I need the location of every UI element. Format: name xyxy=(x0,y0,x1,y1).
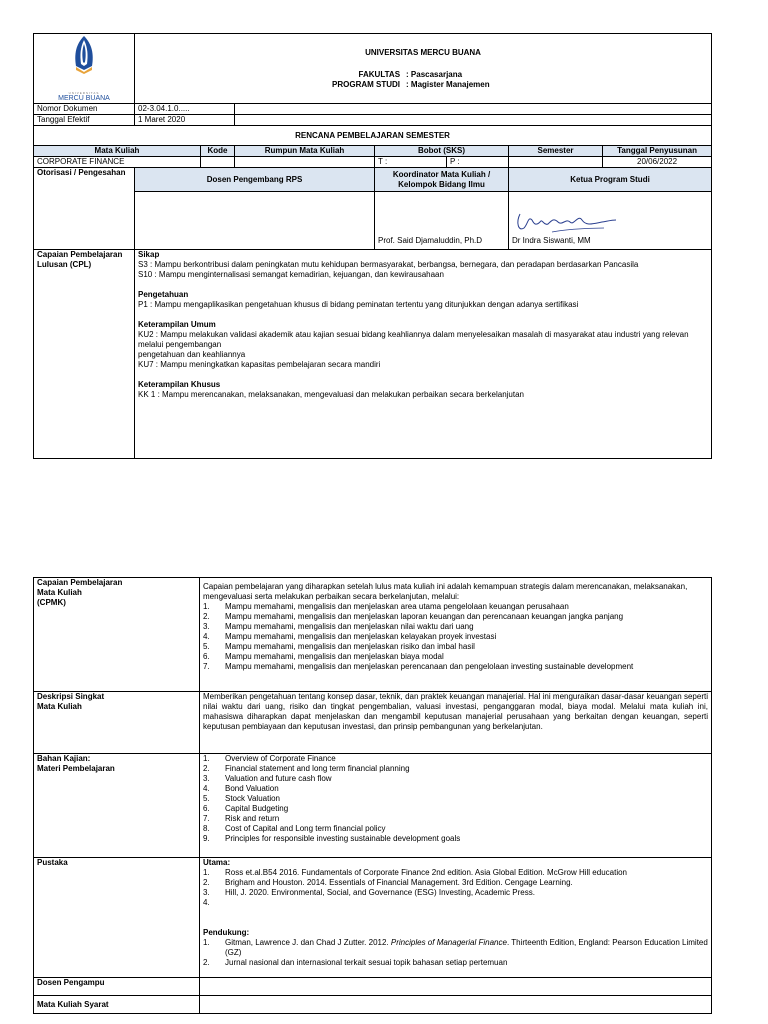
list-item xyxy=(203,868,708,878)
col-head: Ketua Program Studi xyxy=(509,168,712,192)
cpmk-list xyxy=(203,602,708,672)
list-item xyxy=(203,602,708,612)
list-item xyxy=(203,622,708,632)
list-text: Capital Budgeting xyxy=(225,804,289,813)
bahan-content xyxy=(200,754,712,858)
list-number: 7. xyxy=(203,662,210,671)
cpl-ku7: KU7 : Mampu meningkatkan kapasitas pembelajaran secara mandiri xyxy=(138,360,381,369)
col-code: Kode xyxy=(201,146,235,157)
deskripsi-label xyxy=(34,692,200,754)
col-group: Rumpun Mata Kuliah xyxy=(235,146,375,157)
list-number: 8. xyxy=(203,824,210,833)
list-item xyxy=(203,814,708,824)
bahan-list xyxy=(203,754,708,844)
list-item xyxy=(203,878,708,888)
faculty-value: : Pascasarjana xyxy=(406,69,463,79)
list-number: 4. xyxy=(203,632,210,641)
pendukung-1-title: Principles of Managerial Finance xyxy=(390,938,507,947)
list-number: 5. xyxy=(203,794,210,803)
cpl-label: Capaian Pembelajaran Lulusan (CPL) xyxy=(34,250,135,459)
col-semester: Semester xyxy=(509,146,603,157)
pendukung-1-author: Gitman, Lawrence J. dan Chad J Zutter. 2012. xyxy=(225,938,389,947)
list-text: Mampu memahami, mengalisis dan menjelaskan laporan keuangan dan perencanaan keuangan jangka panjang xyxy=(225,612,624,621)
list-text: Mampu memahami, mengalisis dan menjelaskan risiko dan imbal hasil xyxy=(225,642,475,651)
utama-title: Utama: xyxy=(203,858,231,867)
col-weight: Bobot (SKS) xyxy=(375,146,509,157)
cpl-ku2: KU2 : Mampu melakukan validasi akademik atau kajian sesuai bidang keahliannya dalam menyelesaikan masalah di masyarakat atau industri yang relevan melalui pengembangan xyxy=(138,330,689,349)
cpmk-label-2: Mata Kuliah xyxy=(37,588,82,597)
list-number: 5. xyxy=(203,642,210,651)
cpl-kk1: KK 1 : Mampu merencanakan, melaksanakan, mengevaluasi dan melakukan perbaikan secara berkelanjutan xyxy=(138,390,525,399)
cpmk-content xyxy=(200,578,712,692)
list-item xyxy=(203,642,708,652)
pustaka-content xyxy=(200,858,712,978)
deskripsi-text: Memberikan pengetahuan tentang konsep dasar, teknik, dan praktek keuangan manajerial. Hal ini menguraikan dasar-dasar keuangan seperti nilai waktu dari uang, risiko dan tingkat pengembalian, valuasi investasi, penganggaran modal, biaya modal. Melalui mata kuliah ini, mahasiswa diharapkan dapat menjelaskan dan mengambil keputusan manajerial perusahaan yang berkaitan dengan keuangan, seperti keputusan pembiayaan dan keputusan investasi, dan prinsip pembangunan yang berkelanjutan. xyxy=(200,692,712,754)
list-item: 2. Jurnal nasional dan internasional terkait sesuai topik bahasan setiap pertemuan xyxy=(203,958,708,968)
cpmk-label xyxy=(34,578,200,692)
authorization-label: Otorisasi / Pengesahan xyxy=(34,168,135,250)
cpl-content xyxy=(135,250,712,459)
pendukung-title: Pendukung: xyxy=(203,928,250,937)
list-text: Mampu memahami, mengalisis dan menjelaskan biaya modal xyxy=(225,652,444,661)
list-number: 2. xyxy=(203,764,210,773)
list-item xyxy=(203,898,708,908)
list-number: 6. xyxy=(203,652,210,661)
list-number: 1. xyxy=(203,602,210,611)
cpl-s3: S3 : Mampu berkontribusi dalam peningkatan mutu kehidupan bermasyarakat, berbangsa, bernegara, dan peradapan berdasarkan Pancasila xyxy=(138,260,639,269)
list-text: Cost of Capital and Long term financial policy xyxy=(225,824,386,833)
bahan-label-1: Bahan Kajian: xyxy=(37,754,91,763)
pendukung-2: Jurnal nasional dan internasional terkait sesuai topik bahasan setiap pertemuan xyxy=(225,958,508,967)
head-signature-cell xyxy=(509,192,712,250)
mercu-buana-logo-icon xyxy=(54,34,114,88)
list-item xyxy=(203,612,708,622)
list-item xyxy=(203,764,708,774)
cpl-s10: S10 : Mampu menginternalisasi semangat kemadirian, kejuangan, dan kewirausahaan xyxy=(138,270,444,279)
list-text: Stock Valuation xyxy=(225,794,280,803)
list-number: 1. xyxy=(203,868,210,877)
list-item xyxy=(203,834,708,844)
cpmk-label-1: Capaian Pembelajaran xyxy=(37,578,123,587)
university-name: UNIVERSITAS MERCU BUANA xyxy=(365,47,481,57)
head-name: Dr Indra Siswanti, MM xyxy=(512,236,591,245)
cpmk-label-3: (CPMK) xyxy=(37,598,66,607)
sikap-title: Sikap xyxy=(138,250,160,259)
list-number: 2. xyxy=(203,878,210,887)
list-item xyxy=(203,888,708,898)
list-text: Mampu memahami, mengalisis dan menjelaskan area utama pengelolaan keuangan perusahaan xyxy=(225,602,569,611)
syarat-value xyxy=(200,996,712,1014)
list-number: 9. xyxy=(203,834,210,843)
effective-date-label: Tanggal Efektif xyxy=(34,115,135,126)
list-number: 1. xyxy=(203,754,210,763)
list-number: 3. xyxy=(203,622,210,631)
kk-title: Keterampilan Khusus xyxy=(138,380,221,389)
dosen-value xyxy=(200,978,712,996)
list-text: Principles for responsible investing sustainable development goals xyxy=(225,834,461,843)
pendukung-1-publisher: . Thirteenth Edition, England: Pearson Education Limited (GZ) xyxy=(225,938,708,957)
logo-cell xyxy=(34,34,135,104)
doc-number-value: 02-3.04.1.0..... xyxy=(135,104,235,115)
dosen-label: Dosen Pengampu xyxy=(34,978,200,996)
list-text: Mampu memahami, mengalisis dan menjelaskan kelayakan proyek investasi xyxy=(225,632,497,641)
course-name: CORPORATE FINANCE xyxy=(34,157,201,168)
col-developer: Dosen Pengembang RPS xyxy=(135,168,375,192)
list-text: Bond Valuation xyxy=(225,784,279,793)
list-item xyxy=(203,652,708,662)
coordinator-name: Prof. Said Djamaluddin, Ph.D xyxy=(375,192,509,250)
list-number: 3. xyxy=(203,888,210,897)
list-text: Hill, J. 2020. Environmental, Social, and Governance (ESG) Investing, Academic Press. xyxy=(225,888,535,897)
list-text: Overview of Corporate Finance xyxy=(225,754,336,763)
list-item xyxy=(203,824,708,834)
list-item xyxy=(203,632,708,642)
pendukung-list xyxy=(203,938,708,968)
list-number: 2. xyxy=(203,612,210,621)
list-number: 4. xyxy=(203,784,210,793)
list-text: Valuation and future cash flow xyxy=(225,774,332,783)
rps-header-table xyxy=(33,33,712,459)
logo-text: MERCU BUANA xyxy=(58,95,110,102)
program-value: : Magister Manajemen xyxy=(406,79,490,89)
bahan-label xyxy=(34,754,200,858)
program-label: PROGRAM STUDI xyxy=(332,79,401,89)
syarat-label: Mata Kuliah Syarat xyxy=(34,996,200,1014)
effective-date-value: 1 Maret 2020 xyxy=(135,115,235,126)
date-value: 20/06/2022 xyxy=(603,157,712,168)
ku-title: Keterampilan Umum xyxy=(138,320,216,329)
doc-number-label: Nomor Dokumen xyxy=(34,104,135,115)
cpl-p1: P1 : Mampu mengaplikasikan pengetahuan khusus di bidang peminatan tertentu yang ditunjukkan dengan adanya sertifikasi xyxy=(138,300,579,309)
list-item: 1. Gitman, Lawrence J. dan Chad J Zutter. 2012. Principles of Managerial Finance. Thirteenth Edition, England: Pearson Education Limited (GZ) xyxy=(203,938,708,957)
university-header xyxy=(135,34,712,104)
list-item xyxy=(203,804,708,814)
utama-list xyxy=(203,868,708,908)
faculty-label: FAKULTAS xyxy=(358,69,401,79)
signature-icon xyxy=(512,208,622,236)
list-number: 4. xyxy=(203,898,210,907)
list-number: 7. xyxy=(203,814,210,823)
cpmk-intro: Capaian pembelajaran yang diharapkan setelah lulus mata kuliah ini adalah kemampuan strategis dalam merencanakan, melaksanakan, mengevaluasi serta melakukan perbaikan secara berkelanjutan, melalui: xyxy=(203,582,688,601)
pengetahuan-title: Pengetahuan xyxy=(138,290,189,299)
list-item xyxy=(203,774,708,784)
list-text xyxy=(225,898,708,908)
list-text: Financial statement and long term financial planning xyxy=(225,764,410,773)
list-item xyxy=(203,662,708,672)
col-course: Mata Kuliah xyxy=(34,146,201,157)
col-date: Tanggal Penyusunan xyxy=(603,146,712,157)
rps-title: RENCANA PEMBELAJARAN SEMESTER xyxy=(34,126,712,146)
pustaka-label: Pustaka xyxy=(34,858,200,978)
list-item xyxy=(203,754,708,764)
deskripsi-label-2: Mata Kuliah xyxy=(37,702,82,711)
list-item xyxy=(203,794,708,804)
list-number: 6. xyxy=(203,804,210,813)
course-detail-table xyxy=(33,577,712,1014)
list-number: 3. xyxy=(203,774,210,783)
col-coordinator: Koordinator Mata Kuliah / Kelompok Bidang Ilmu xyxy=(375,168,509,192)
weight-p: P : xyxy=(447,157,509,168)
list-item xyxy=(203,784,708,794)
weight-t: T : xyxy=(375,157,447,168)
deskripsi-label-1: Deskripsi Singkat xyxy=(37,692,105,701)
logo-small-text: UNIVERSITAS xyxy=(68,91,100,95)
list-text: Mampu memahami, mengalisis dan menjelaskan perencanaan dan pengelolaan investing sustainable development xyxy=(225,662,634,671)
bahan-label-2: Materi Pembelajaran xyxy=(37,764,115,773)
list-text: Mampu memahami, mengalisis dan menjelaskan nilai waktu dari uang xyxy=(225,622,474,631)
list-text: Brigham and Houston. 2014. Essentials of Financial Management. 3rd Edition. Cengage Learning. xyxy=(225,878,573,887)
cpl-ku2-cont: pengetahuan dan keahliannya xyxy=(138,350,246,359)
list-text: Ross et.al.B54 2016. Fundamentals of Corporate Finance 2nd edition. Asia Global Edition. McGrow Hill education xyxy=(225,868,627,877)
list-text: Risk and return xyxy=(225,814,280,823)
